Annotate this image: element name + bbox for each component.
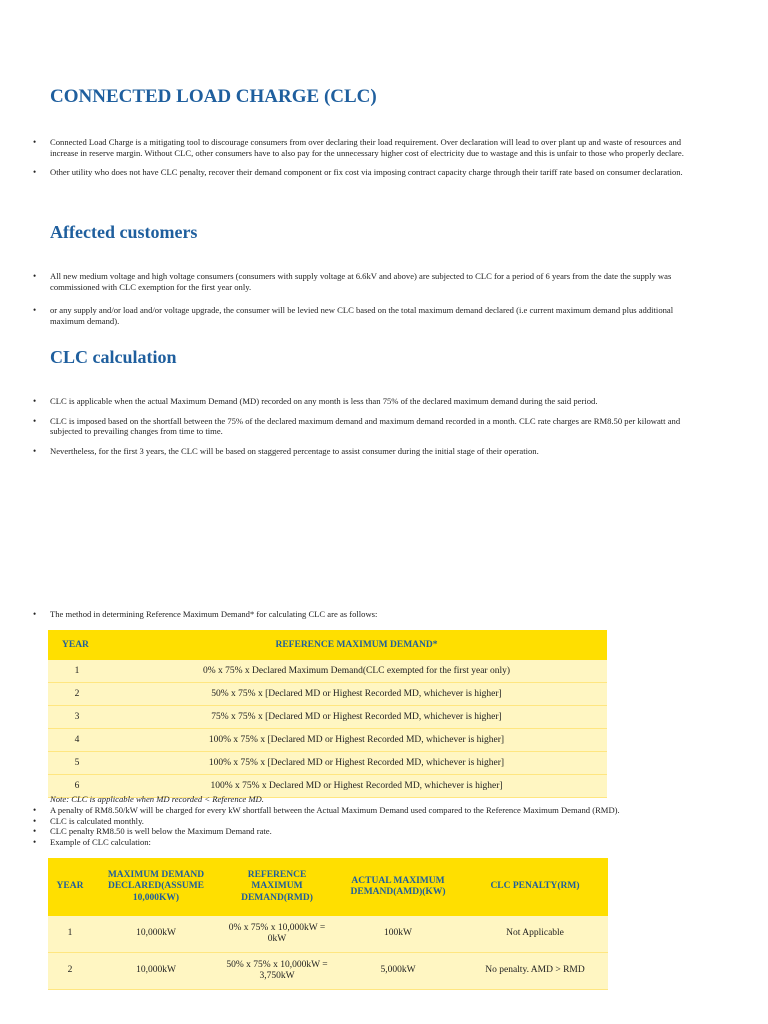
table-cell: 3: [48, 706, 106, 729]
list-item: • Nevertheless, for the first 3 years, the CLC will be based on staggered percentage to assist consumer during the initial stage of their operation.: [0, 446, 710, 457]
list-item: • CLC is imposed based on the shortfall between the 75% of the declared maximum demand and maximum demand recorded in a month. CLC rate charges are RM8.50 per kilowatt and subjected to prevailing changes from time to time.: [0, 416, 710, 437]
method-list: [0, 609, 710, 620]
table-cell: 10,000kW: [92, 953, 220, 990]
list-item: • or any supply and/or load and/or voltage upgrade, the consumer will be levied new CLC based on the total maximum demand declared (i.e current maximum demand plus additional maximum demand).: [0, 305, 710, 326]
table-cell: 1: [48, 660, 106, 683]
table-cell: 50% x 75% x 10,000kW = 3,750kW: [220, 953, 334, 990]
table-cell: 100kW: [334, 916, 462, 953]
table-header: ACTUAL MAXIMUM DEMAND(AMD)(KW): [334, 858, 462, 916]
table-cell: 2: [48, 953, 92, 990]
table-cell: 0% x 75% x Declared Maximum Demand(CLC exempted for the first year only): [106, 660, 607, 683]
section-heading-calculation: CLC calculation: [50, 347, 177, 367]
list-item: • A penalty of RM8.50/kW will be charged for every kW shortfall between the Actual Maximum Demand used compared to the Reference Maximum Demand (RMD).: [0, 805, 710, 816]
table-cell: 10,000kW: [92, 916, 220, 953]
table-header: CLC PENALTY(RM): [462, 858, 608, 916]
page-title: CONNECTED LOAD CHARGE (CLC): [50, 86, 377, 107]
table-row: [48, 916, 608, 953]
intro-list: [0, 137, 710, 178]
table-cell: Not Applicable: [462, 916, 608, 953]
table-header: YEAR: [48, 858, 92, 916]
table-cell: 0% x 75% x 10,000kW = 0kW: [220, 916, 334, 953]
table-header: REFERENCE MAXIMUM DEMAND*: [106, 630, 607, 660]
list-item: • The method in determining Reference Maximum Demand* for calculating CLC are as follows:: [0, 609, 710, 620]
list-item: • All new medium voltage and high voltage consumers (consumers with supply voltage at 6.6kV and above) are subjected to CLC for a period of 6 years from the date the supply was commissioned with CLC exemption for the first year only.: [0, 271, 710, 292]
table-cell: 1: [48, 916, 92, 953]
notes-list: [0, 805, 710, 847]
reference-md-table: [48, 630, 607, 798]
table-cell: 2: [48, 683, 106, 706]
list-item: • Example of CLC calculation:: [0, 837, 710, 848]
table-cell: 100% x 75% x [Declared MD or Highest Recorded MD, whichever is higher]: [106, 752, 607, 775]
section-heading-affected: Affected customers: [50, 222, 198, 242]
table-cell: 100% x 75% x Declared MD or Highest Recorded MD, whichever is higher]: [106, 775, 607, 798]
list-item: • CLC is calculated monthly.: [0, 816, 710, 827]
calculation-list: [0, 396, 710, 456]
table-cell: 50% x 75% x [Declared MD or Highest Recorded MD, whichever is higher]: [106, 683, 607, 706]
table-row: [48, 660, 607, 683]
table-cell: 5,000kW: [334, 953, 462, 990]
table-cell: 100% x 75% x [Declared MD or Highest Recorded MD, whichever is higher]: [106, 729, 607, 752]
list-item: • CLC is applicable when the actual Maximum Demand (MD) recorded on any month is less than 75% of the declared maximum demand during the said period.: [0, 396, 710, 407]
list-item: • Connected Load Charge is a mitigating tool to discourage consumers from over declaring their load requirement. Over declaration will lead to over plant up and waste of resources and increase in reserve margin. Without CLC, other consumers have to also pay for the unnecessary higher cost of electricity due to wastage and this is unfair to those who properly declare.: [0, 137, 710, 158]
table-cell: 6: [48, 775, 106, 798]
table-row: [48, 953, 608, 990]
table-header: REFERENCE MAXIMUM DEMAND(RMD): [220, 858, 334, 916]
table-row: [48, 706, 607, 729]
affected-list: [0, 271, 710, 326]
table-row: [48, 683, 607, 706]
table-note: Note: CLC is applicable when MD recorded < Reference MD.: [50, 794, 264, 804]
clc-example-table: [48, 858, 608, 990]
table-header: YEAR: [48, 630, 106, 660]
list-item: • Other utility who does not have CLC penalty, recover their demand component or fix cost via imposing contract capacity charge through their tariff rate based on consumer declaration.: [0, 167, 710, 178]
table-cell: 5: [48, 752, 106, 775]
table-cell: 75% x 75% x [Declared MD or Highest Recorded MD, whichever is higher]: [106, 706, 607, 729]
table-cell: No penalty. AMD > RMD: [462, 953, 608, 990]
table-cell: 4: [48, 729, 106, 752]
table-row: [48, 729, 607, 752]
list-item: • CLC penalty RM8.50 is well below the Maximum Demand rate.: [0, 826, 710, 837]
table-row: [48, 752, 607, 775]
table-header: MAXIMUM DEMAND DECLARED(ASSUME 10,000KW): [92, 858, 220, 916]
